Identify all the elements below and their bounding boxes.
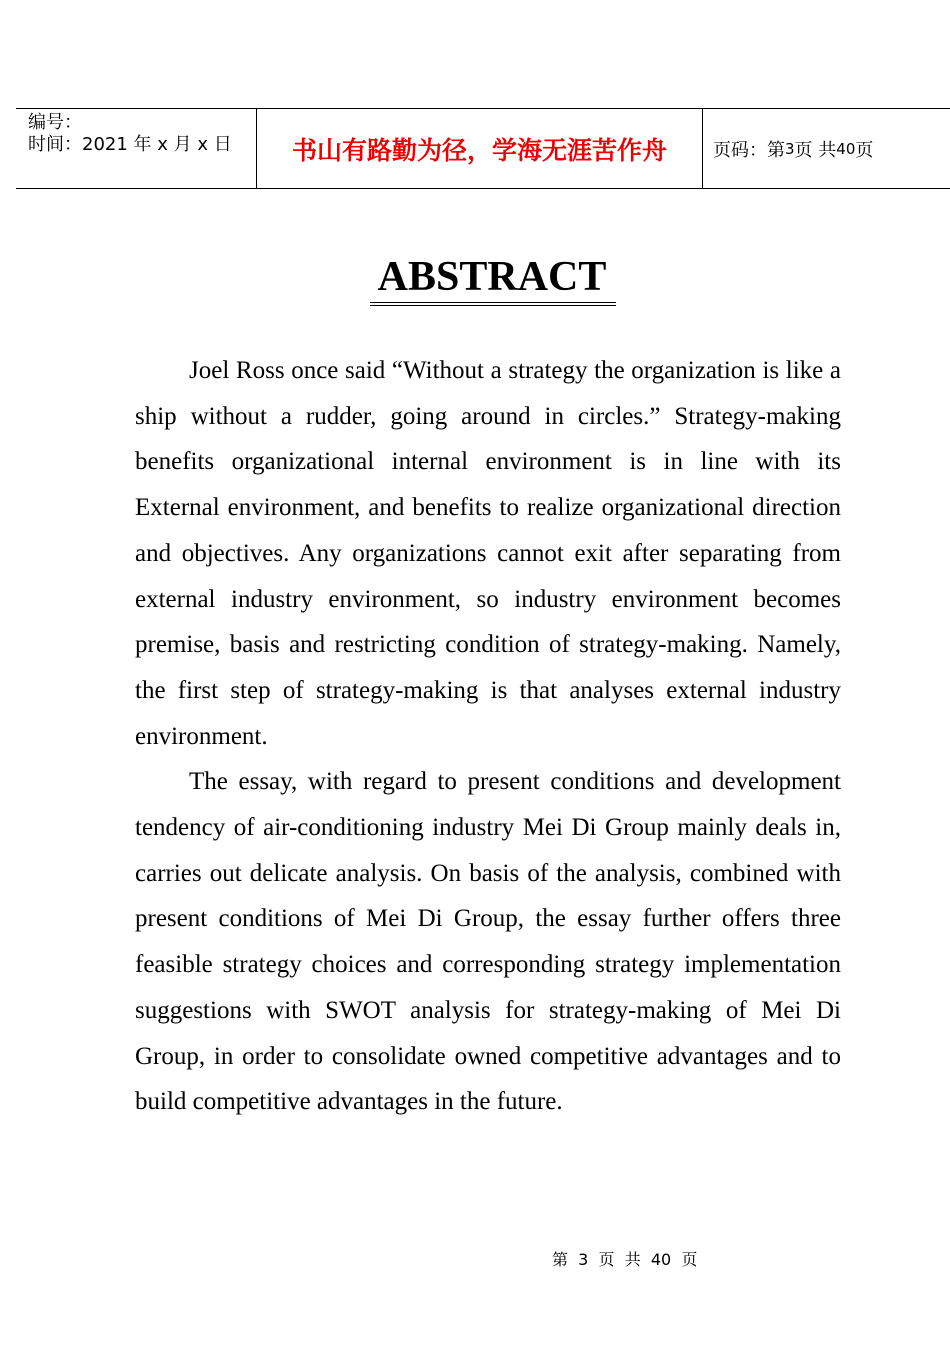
header-info-cell [16, 109, 257, 188]
page-title: ABSTRACT [370, 252, 617, 306]
paragraph-2: The essay, with regard to present conditions and development tendency of air-conditioning industry Mei Di Group mainly deals in, carries out delicate analysis. On basis of the analysis, combined with present conditions of Mei Di Group, the essay further offers three feasible strategy choices and corresponding strategy implementation suggestions with SWOT analysis for strategy-making of Mei Di Group, in order to consolidate owned competitive advantages and to build competitive advantages in the future. [135, 768, 841, 1116]
paragraph-1: Joel Ross once said “Without a strategy the organization is like a ship without a rudder, going around in circles.” Strategy-making benefits organizational internal environment is in line with its External environment, and benefits to realize organizational direction and objectives. Any organizations cannot exit after separating from external industry environment, so industry environment becomes premise, basis and restricting condition of strategy-making. Namely, the first step of strategy-making is that analyses external industry environment. [135, 357, 841, 750]
page-footer: 第 3 页 共 40 页 [552, 1250, 698, 1269]
title-wrap [0, 252, 950, 306]
page-suffix: 页 [855, 139, 874, 161]
page-total: 40 [836, 139, 856, 158]
page-number: 3 [785, 139, 795, 158]
page-mid: 页 共 [794, 139, 837, 161]
header-motto-cell [257, 109, 703, 188]
page-prefix: 页码：第 [713, 139, 785, 161]
header-table [16, 108, 950, 189]
serial-number-label: 编号： [28, 112, 82, 133]
abstract-body [135, 348, 841, 1125]
time-label: 时间：2021 年 x 月 x 日 [28, 134, 232, 155]
header-page-cell [703, 109, 950, 188]
motto-text: 书山有路勤为径，学海无涯苦作舟 [291, 135, 667, 165]
